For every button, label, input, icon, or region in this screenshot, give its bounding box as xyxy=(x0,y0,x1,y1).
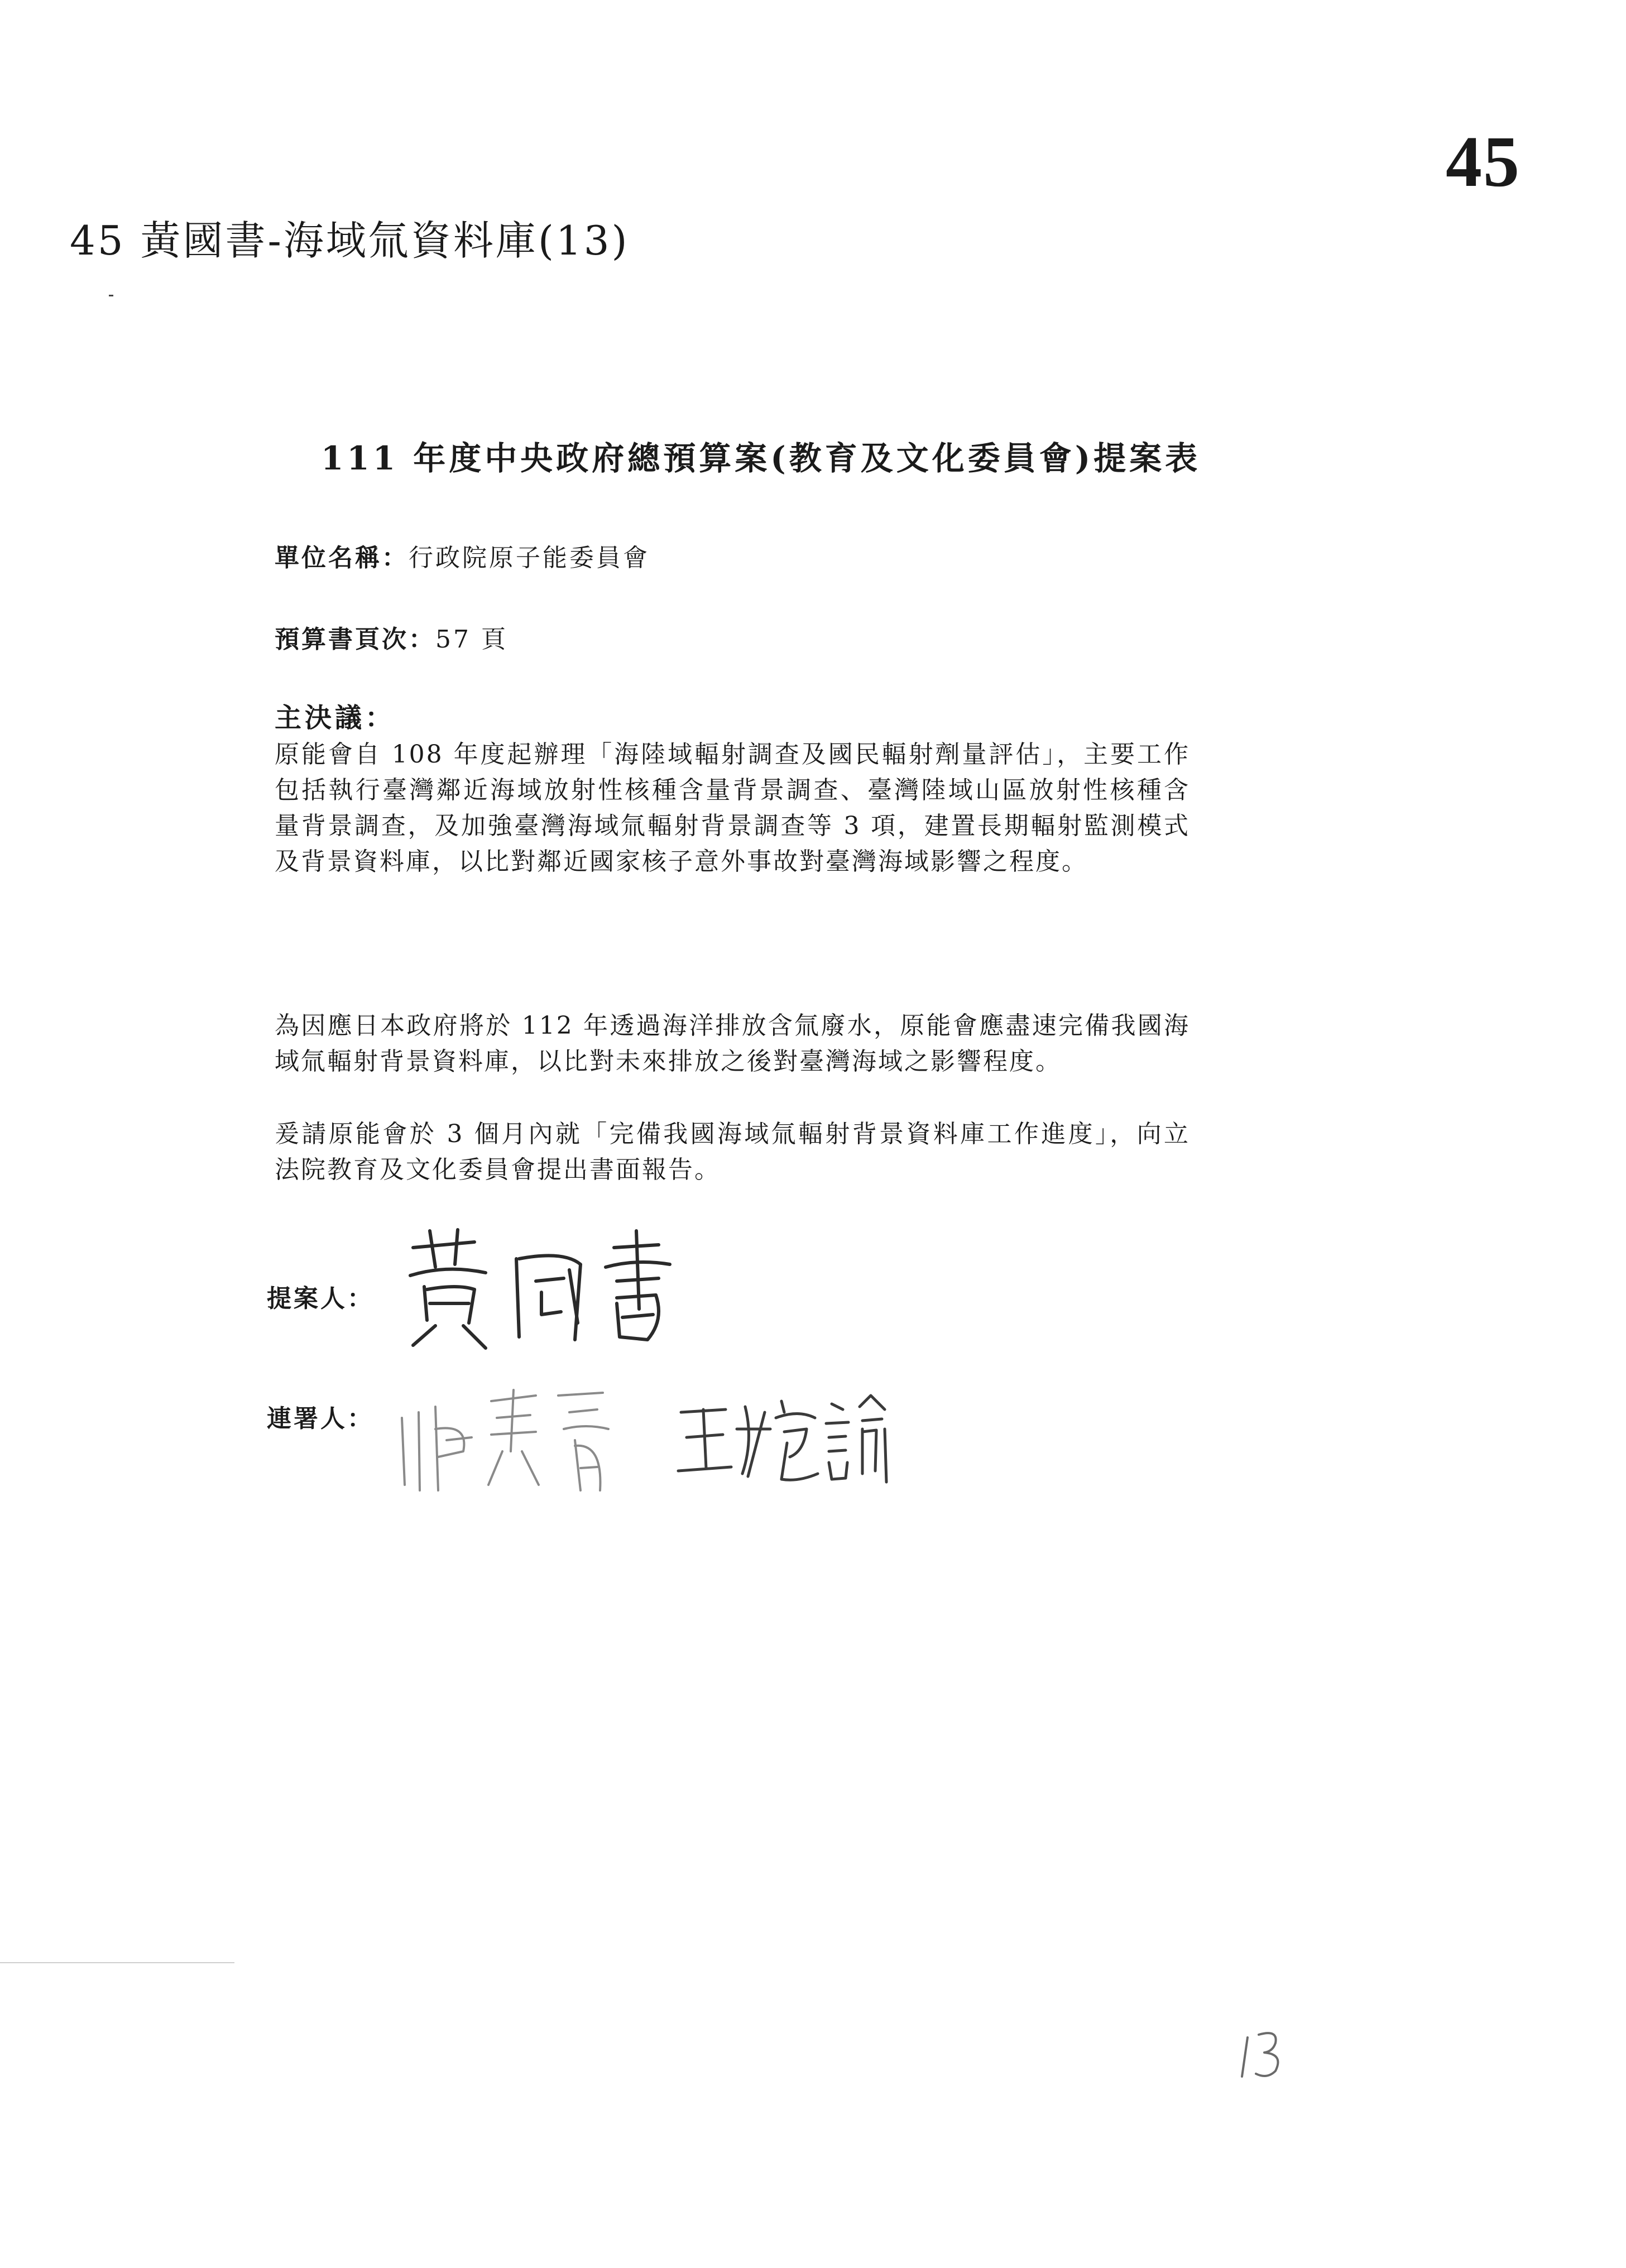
page-number: 45 xyxy=(1446,122,1521,202)
budget-page-field xyxy=(275,627,508,652)
document-header-label: 45 黃國書-海域氚資料庫(13) xyxy=(70,217,630,264)
budget-page-label: 預算書頁次： xyxy=(275,625,435,654)
unit-label: 單位名稱： xyxy=(275,544,409,572)
handwritten-page-number xyxy=(1236,2024,1298,2085)
proposer-label: 提案人： xyxy=(267,1284,374,1313)
scan-artifact-line xyxy=(0,1962,234,1963)
document-title: 111 年度中央政府總預算案(教育及文化委員會)提案表 xyxy=(321,439,1201,477)
unit-value: 行政院原子能委員會 xyxy=(409,544,650,572)
resolution-heading: 主決議： xyxy=(275,702,396,733)
cosigner-signature-1 xyxy=(391,1379,625,1507)
resolution-paragraph-1: 原能會自 108 年度起辦理「海陸域輻射調查及國民輻射劑量評估」，主要工作包括執行臺灣鄰近海域放射性核種含量背景調查、臺灣陸域山區放射性核種含量背景調查，及加強臺灣海域氚輻射背景調查等 3 項，建置長期輻射監測模式及背景資料庫，以比對鄰近國家核子意外事故對臺灣海域影響之程度。 xyxy=(275,740,1190,876)
budget-page-value: 57 頁 xyxy=(435,625,508,654)
resolution-paragraph-2: 為因應日本政府將於 112 年透過海洋排放含氚廢水，原能會應盡速完備我國海域氚輻射背景資料庫，以比對未來排放之後對臺灣海域之影響程度。 xyxy=(275,1011,1190,1076)
cosigner-signature-2 xyxy=(670,1379,893,1490)
unit-field xyxy=(275,546,650,570)
scan-speck xyxy=(109,295,113,296)
proposer-signature xyxy=(402,1225,681,1354)
cosigner-label: 連署人： xyxy=(267,1404,374,1433)
resolution-paragraph-3: 爰請原能會於 3 個月內就「完備我國海域氚輻射背景資料庫工作進度」，向立法院教育及文化委員會提出書面報告。 xyxy=(275,1120,1190,1184)
